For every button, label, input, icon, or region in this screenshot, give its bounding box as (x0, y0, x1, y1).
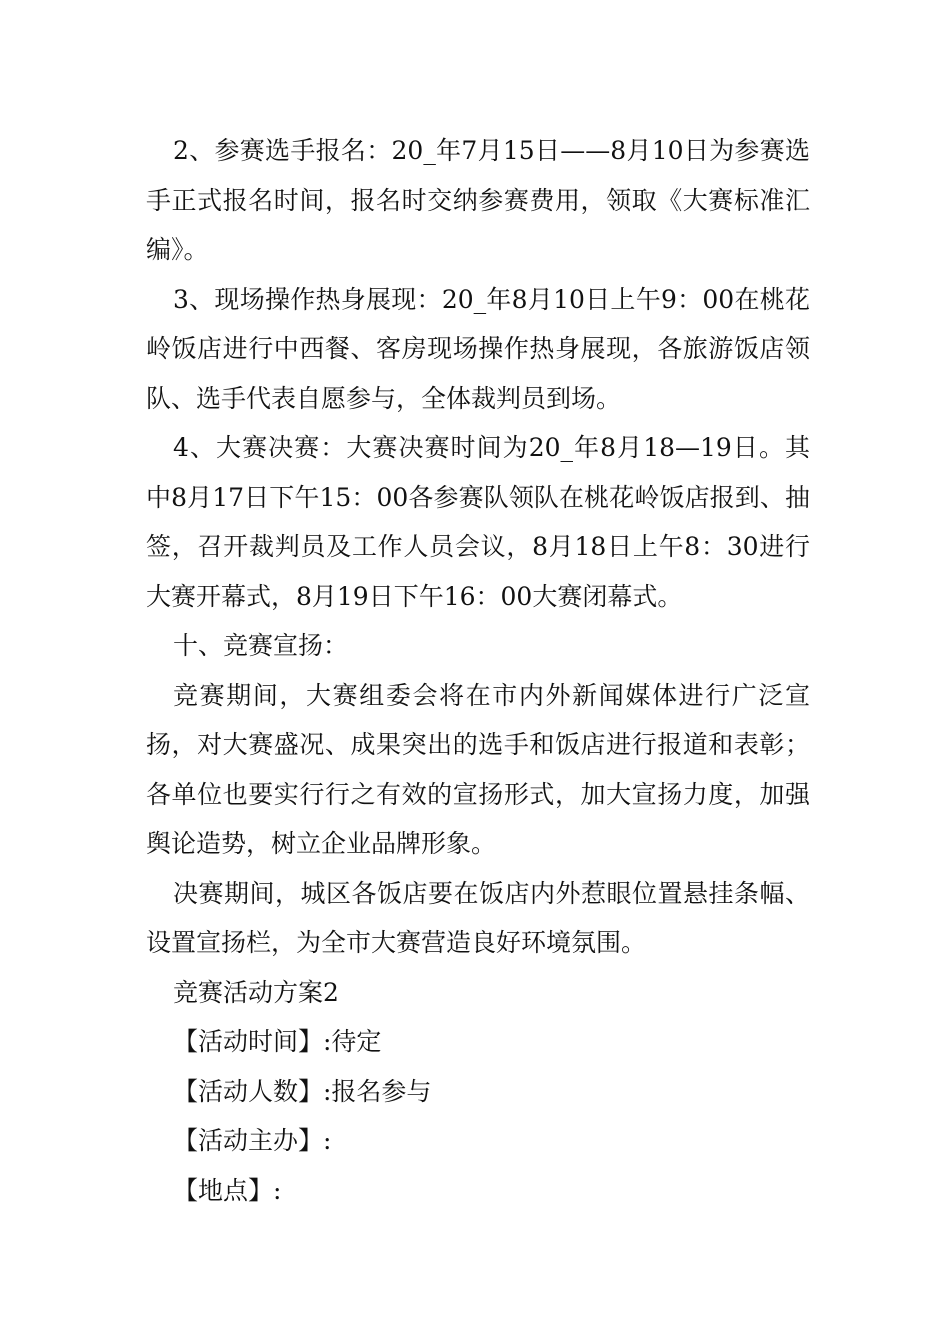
activity-participants: 【活动人数】:报名参与 (173, 1076, 432, 1106)
paragraph-registration: 2、参赛选手报名：20_年7月15日——8月10日为参赛选手正式报名时间，报名时交纳参赛费用，领取《大赛标准汇编》。 (146, 136, 810, 264)
paragraph-final: 4、大赛决赛：大赛决赛时间为20_年8月18—19日。其中8月17日下午15：00各参赛队领队在桃花岭饭店报到、抽签，召开裁判员及工作人员会议，8月18日上午8：30进行大赛开幕式，8月19日下午16：00大赛闭幕式。 (146, 433, 810, 611)
activity-organizer: 【活动主办】: (173, 1126, 332, 1155)
paragraph-publicity: 竞赛期间，大赛组委会将在市内外新闻媒体进行广泛宣扬，对大赛盛况、成果突出的选手和饭店进行报道和表彰；各单位也要实行行之有效的宣扬形式，加大宣扬力度，加强舆论造势，树立企业品牌形象。 (146, 680, 810, 858)
activity-time: 【活动时间】:待定 (173, 1027, 382, 1056)
paragraph-final-period: 决赛期间，城区各饭店要在饭店内外惹眼位置悬挂条幅、设置宣扬栏，为全市大赛营造良好环境氛围。 (146, 878, 810, 957)
paragraph-warmup: 3、现场操作热身展现：20_年8月10日上午9：00在桃花岭饭店进行中西餐、客房现场操作热身展现，各旅游饭店领队、选手代表自愿参与，全体裁判员到场。 (146, 284, 810, 413)
plan-title: 竞赛活动方案2 (173, 977, 339, 1007)
section-heading-publicity: 十、竞赛宣扬： (173, 631, 349, 660)
document-body (146, 126, 810, 1215)
activity-location: 【地点】: (173, 1175, 282, 1205)
